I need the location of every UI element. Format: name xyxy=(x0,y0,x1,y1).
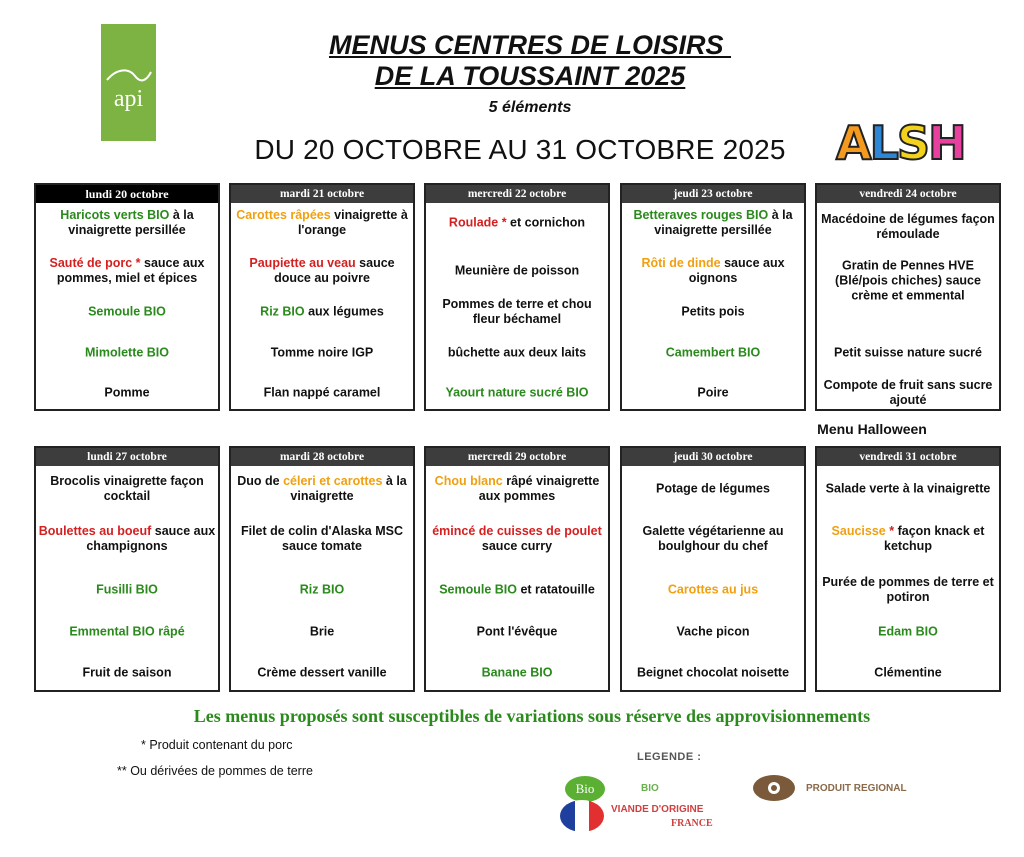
dish-item xyxy=(38,256,216,286)
dish-text: Rôti de dinde xyxy=(641,256,721,270)
dish-text: Beignet chocolat noisette xyxy=(636,665,790,680)
dish-text: Paupiette au veau xyxy=(249,256,356,270)
dish-item xyxy=(819,259,997,304)
dish-item xyxy=(624,666,802,681)
day-header: mardi 28 octobre xyxy=(231,448,413,466)
dish-text: Petits pois xyxy=(681,304,745,319)
dish-text: sauce douce au poivre xyxy=(274,256,395,285)
api-logo xyxy=(101,24,156,141)
page-title xyxy=(280,30,780,92)
dish-item xyxy=(233,386,411,401)
dish-text: et ratatouille xyxy=(517,582,595,597)
dish-text: Carottes au jus xyxy=(667,582,759,597)
day-menu-card xyxy=(34,446,220,692)
dish-item xyxy=(624,625,802,640)
day-menu-card xyxy=(620,446,806,692)
title-line-1: MENUS CENTRES DE LOISIRS xyxy=(328,30,732,60)
day-header: vendredi 31 octobre xyxy=(817,448,999,466)
dish-item xyxy=(233,208,411,238)
day-header: lundi 27 octobre xyxy=(36,448,218,466)
dish-item xyxy=(624,346,802,361)
dish-item xyxy=(624,208,802,238)
dish-text: Camembert BIO xyxy=(665,345,761,360)
dish-item xyxy=(428,524,606,554)
alsh-letter: A xyxy=(836,116,870,170)
dish-text: Galette végétarienne au boulghour du chef xyxy=(642,524,784,553)
dish-item xyxy=(819,524,997,554)
dish-item xyxy=(819,575,997,605)
dish-text: * xyxy=(132,256,141,270)
dish-text: * xyxy=(498,215,507,230)
dish-text: Gratin de Pennes HVE (Blé/pois chiches) sauce crème et emmental xyxy=(835,258,981,303)
dish-text: à la vinaigrette xyxy=(290,474,407,503)
dish-item xyxy=(819,346,997,361)
dish-text: Pomme xyxy=(104,385,150,400)
dish-text: sauce curry xyxy=(481,539,553,553)
alsh-logo xyxy=(836,111,966,175)
day-header: jeudi 30 octobre xyxy=(622,448,804,466)
regional-product-icon xyxy=(753,775,795,801)
dish-text: sauce aux oignons xyxy=(688,256,785,285)
day-menu-card xyxy=(424,446,610,692)
logo-swoosh-icon xyxy=(105,66,152,86)
day-menu-card xyxy=(34,183,220,411)
dish-text: Pont l'évêque xyxy=(476,624,558,639)
legend-title: LEGENDE : xyxy=(637,751,702,763)
dish-text: à la vinaigrette persillée xyxy=(654,208,793,237)
day-menu-card xyxy=(229,183,415,411)
dish-text: sauce aux champignons xyxy=(86,524,216,553)
dish-item xyxy=(233,583,411,598)
dish-item xyxy=(38,208,216,238)
dish-item xyxy=(233,305,411,320)
dish-item xyxy=(624,305,802,320)
halloween-label: Menu Halloween xyxy=(817,421,927,437)
day-header: vendredi 24 octobre xyxy=(817,185,999,203)
dish-text: Compote de fruit sans sucre ajouté xyxy=(823,378,993,407)
dish-item xyxy=(624,256,802,286)
dish-text: Potage de légumes xyxy=(656,481,770,496)
legend-bio-label: BIO xyxy=(641,783,659,794)
dish-text: Banane BIO xyxy=(481,665,553,680)
dish-item xyxy=(233,474,411,504)
title-line-2: DE LA TOUSSAINT 2025 xyxy=(374,61,686,91)
dish-item xyxy=(38,346,216,361)
legend-france-label: FRANCE xyxy=(671,818,713,829)
regional-star-icon xyxy=(753,775,795,801)
day-menu-card xyxy=(815,183,1001,411)
legend-regional-label: PRODUIT REGIONAL xyxy=(806,783,907,794)
dish-item xyxy=(819,625,997,640)
dish-item xyxy=(624,583,802,598)
dish-text: Brocolis vinaigrette façon cocktail xyxy=(50,474,204,503)
legend-viande-label: VIANDE D'ORIGINE xyxy=(611,804,704,815)
dish-item xyxy=(38,386,216,401)
dish-text: Salade verte à la vinaigrette xyxy=(825,481,991,496)
day-menu-card xyxy=(229,446,415,692)
dish-text: Meunière de poisson xyxy=(454,263,580,278)
dish-text: bûchette aux deux laits xyxy=(447,345,587,360)
dish-text: Purée de pommes de terre et potiron xyxy=(822,575,994,604)
subtitle: 5 éléments xyxy=(488,99,572,116)
dish-item xyxy=(428,297,606,327)
dish-text: Pommes de terre et chou fleur béchamel xyxy=(442,297,592,326)
dish-text: Crème dessert vanille xyxy=(257,665,387,680)
dish-text: et cornichon xyxy=(506,215,586,230)
dish-text: * xyxy=(885,524,895,538)
dish-text: Riz BIO xyxy=(299,582,345,597)
pork-note: * Produit contenant du porc xyxy=(141,738,293,752)
dish-item xyxy=(819,666,997,681)
alsh-letter: S xyxy=(896,116,929,170)
dish-item xyxy=(38,524,216,554)
dish-item xyxy=(624,482,802,497)
dish-item xyxy=(428,264,606,279)
dish-text: Chou blanc xyxy=(434,474,503,488)
dish-item xyxy=(428,666,606,681)
dish-text: Duo de xyxy=(237,474,284,488)
dish-item xyxy=(38,305,216,320)
dish-text: céleri et carottes xyxy=(283,474,383,488)
dish-text: Yaourt nature sucré BIO xyxy=(445,385,589,400)
dish-text: Vache picon xyxy=(676,624,750,639)
dish-item xyxy=(428,386,606,401)
dish-item xyxy=(233,256,411,286)
dish-item xyxy=(819,212,997,242)
dish-item xyxy=(428,346,606,361)
logo-text: api xyxy=(113,86,144,112)
dish-item xyxy=(624,524,802,554)
dish-text: émincé de cuisses de poulet xyxy=(432,524,602,538)
dish-text: Roulade xyxy=(448,215,499,230)
supply-notice: Les menus proposés sont susceptibles de variations sous réserve des approvisionnements xyxy=(193,706,871,726)
dish-item xyxy=(233,346,411,361)
dish-text: Edam BIO xyxy=(878,624,938,639)
potato-note: ** Ou dérivées de pommes de terre xyxy=(117,764,313,778)
day-menu-card xyxy=(424,183,610,411)
date-range: DU 20 OCTOBRE AU 31 OCTOBRE 2025 xyxy=(254,134,786,165)
dish-text: à la vinaigrette persillée xyxy=(68,208,194,237)
bio-badge-icon: Bio xyxy=(565,776,605,802)
day-header: lundi 20 octobre xyxy=(36,185,218,203)
dish-item xyxy=(428,625,606,640)
dish-text: façon knack et ketchup xyxy=(884,524,985,553)
alsh-letter: L xyxy=(869,116,897,170)
dish-text: Sauté de porc xyxy=(49,256,133,270)
dish-text: Haricots verts BIO xyxy=(60,208,170,222)
dish-item xyxy=(624,386,802,401)
dish-item xyxy=(38,666,216,681)
dish-item xyxy=(233,625,411,640)
dish-text: Mimolette BIO xyxy=(84,345,170,360)
dish-text: Poire xyxy=(697,385,729,400)
day-header: mercredi 29 octobre xyxy=(426,448,608,466)
dish-item xyxy=(38,625,216,640)
dish-text: Macédoine de légumes façon rémoulade xyxy=(821,212,995,241)
day-header: mercredi 22 octobre xyxy=(426,185,608,203)
dish-text: Fusilli BIO xyxy=(96,582,158,597)
alsh-letter: H xyxy=(928,116,965,170)
dish-text: Saucisse xyxy=(831,524,886,538)
dish-item xyxy=(233,666,411,681)
dish-text: Boulettes au boeuf xyxy=(38,524,152,538)
dish-text: Riz BIO xyxy=(260,304,305,319)
dish-text: aux légumes xyxy=(304,304,384,319)
dish-text: Emmental BIO râpé xyxy=(69,624,185,639)
dish-item xyxy=(428,474,606,504)
dish-item xyxy=(428,216,606,231)
dish-text: Fruit de saison xyxy=(82,665,172,680)
dish-item xyxy=(38,474,216,504)
dish-text: Betteraves rouges BIO xyxy=(633,208,769,222)
day-header: jeudi 23 octobre xyxy=(622,185,804,203)
dish-text: Carottes râpées xyxy=(236,208,331,222)
dish-text: râpé vinaigrette aux pommes xyxy=(478,474,600,503)
dish-text: sauce aux pommes, miel et épices xyxy=(56,256,205,285)
dish-text: Filet de colin d'Alaska MSC sauce tomate xyxy=(240,524,404,553)
dish-text: Tomme noire IGP xyxy=(270,345,374,360)
dish-item xyxy=(819,482,997,497)
dish-text: vinaigrette à l'orange xyxy=(297,208,408,237)
day-header: mardi 21 octobre xyxy=(231,185,413,203)
dish-text: Brie xyxy=(309,624,335,639)
dish-text: Petit suisse nature sucré xyxy=(834,345,982,360)
france-flag-icon xyxy=(560,800,604,832)
dish-text: Semoule BIO xyxy=(88,304,166,319)
dish-item xyxy=(819,378,997,408)
day-menu-card xyxy=(815,446,1001,692)
dish-item xyxy=(233,524,411,554)
dish-item xyxy=(428,583,606,598)
dish-text: Flan nappé caramel xyxy=(263,385,381,400)
dish-text: Semoule BIO xyxy=(439,582,517,597)
day-menu-card xyxy=(620,183,806,411)
dish-item xyxy=(38,583,216,598)
dish-text: Clémentine xyxy=(874,665,942,680)
